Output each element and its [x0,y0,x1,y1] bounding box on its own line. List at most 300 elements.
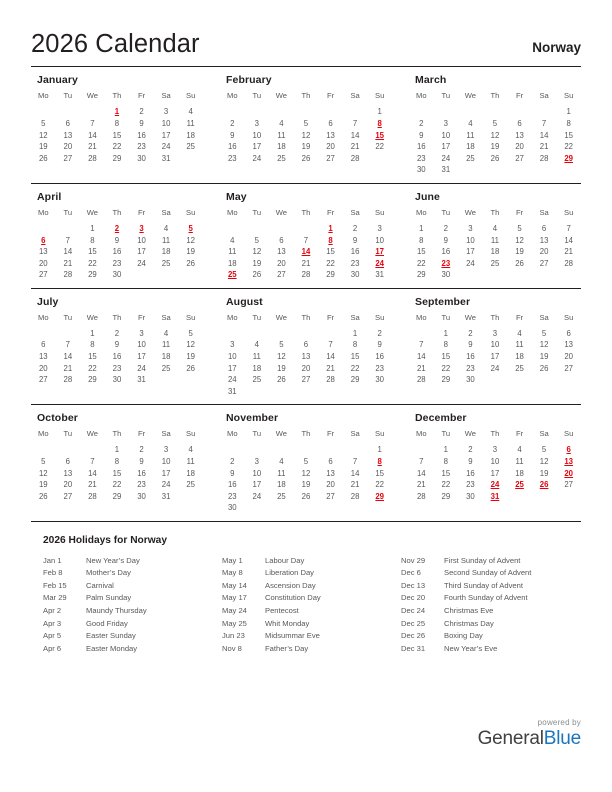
holiday-list-item [222,580,401,593]
day-cell: 27 [564,480,574,490]
weekday-header-row [220,207,392,223]
weekday-header: Sa [539,429,549,439]
day-cell: 25 [277,491,286,501]
day-cell: 1 [352,328,358,338]
holiday-list-item [401,618,580,631]
day-cell: 18 [277,142,286,152]
weekday-header: Tu [63,91,73,101]
day-cell: 6 [566,328,571,338]
week-row [31,106,203,118]
week-row [220,257,392,269]
day-cell: 23 [112,363,122,373]
month-grid [220,312,392,398]
holiday-name: Christmas Eve [444,606,494,616]
holiday-date: Dec 24 [401,606,426,616]
day-cell: 24 [252,153,262,163]
day-cell: 10 [252,468,262,478]
week-row [409,118,581,130]
week-row [220,141,392,153]
week-row [220,467,392,479]
day-cell-holiday: 8 [377,118,382,128]
day-cell-holiday: 25 [227,270,237,280]
month-grid [409,90,581,176]
day-cell: 25 [161,258,171,268]
month-august [220,295,409,398]
day-cell: 4 [279,118,284,128]
day-cell-empty [31,106,56,118]
day-cell: 10 [490,457,500,467]
day-cell: 21 [350,480,360,490]
day-cell: 29 [88,375,97,385]
day-cell: 5 [254,235,260,245]
weekday-header: Tu [252,429,262,439]
weekday-header: Mo [227,312,238,322]
month-name: July [37,295,59,308]
day-cell: 12 [301,468,311,478]
day-cell: 2 [230,118,235,128]
day-cell-holiday: 1 [328,223,333,233]
day-cell: 29 [112,153,122,163]
weekday-header-row [409,90,581,106]
day-cell-empty [245,223,270,235]
day-cell: 19 [490,142,500,152]
day-cell: 20 [301,363,311,373]
holiday-date: Apr 6 [43,643,62,653]
weekday-header: Mo [227,91,238,101]
weekday-header: Su [564,312,574,322]
week-row [409,374,581,386]
day-cell: 31 [441,165,451,175]
day-cell: 3 [163,445,169,455]
day-cell: 21 [539,142,549,152]
week-row [409,269,581,281]
weekday-header: Mo [38,91,49,101]
weekday-header: Tu [252,312,262,322]
day-cell-empty [56,444,81,456]
day-cell-holiday: 31 [490,491,500,501]
month-march [409,73,598,176]
day-cell: 19 [252,258,262,268]
day-cell: 2 [468,328,473,338]
brand-blue: Blue [543,728,581,749]
day-cell: 22 [416,258,426,268]
day-cell: 14 [350,468,360,478]
holiday-list-item [222,643,401,656]
week-row [409,339,581,351]
day-cell: 27 [564,363,574,373]
weekday-header: Sa [350,312,360,322]
weekday-header: Th [490,429,500,439]
holiday-list-item [401,643,580,656]
day-cell: 3 [377,223,382,233]
weekday-header: Th [301,207,311,217]
day-cell: 13 [301,352,311,362]
day-cell-holiday: 15 [375,130,385,140]
day-cell: 15 [88,352,97,362]
day-cell: 7 [328,340,333,350]
day-cell: 12 [186,235,196,245]
day-cell: 14 [350,130,360,140]
day-cell-empty [269,444,294,456]
weekday-header: We [464,91,477,101]
holiday-name: Boxing Day [444,631,483,641]
holiday-date: May 14 [222,580,247,590]
week-row [220,351,392,363]
day-cell: 2 [419,118,424,128]
day-cell: 19 [539,468,549,478]
week-row [220,479,392,491]
holiday-list-item [43,605,222,618]
holiday-list-item [43,580,222,593]
day-cell: 3 [163,107,169,117]
day-cell: 12 [252,247,262,257]
holiday-list-item [401,580,580,593]
day-cell: 21 [301,258,311,268]
day-cell: 16 [227,480,237,490]
day-cell: 1 [90,223,95,233]
day-cell: 19 [277,363,286,373]
day-cell: 1 [419,223,424,233]
day-cell: 26 [186,363,196,373]
weekday-header-row [409,428,581,444]
day-cell: 18 [277,480,286,490]
month-grid [409,428,581,502]
holiday-name: Mother’s Day [86,568,131,578]
weekday-header: Mo [227,429,238,439]
day-cell: 19 [38,480,48,490]
day-cell-empty [409,328,434,340]
month-name: March [415,74,447,87]
day-cell: 10 [161,457,171,467]
day-cell: 28 [350,153,360,163]
day-cell-empty [458,269,483,281]
week-row [31,491,203,503]
day-cell: 9 [352,235,358,245]
month-grid [220,207,392,281]
day-cell: 6 [541,223,547,233]
day-cell: 28 [416,375,426,385]
day-cell: 20 [515,142,524,152]
week-row [220,386,392,398]
day-cell: 15 [441,352,451,362]
day-cell: 31 [161,491,171,501]
day-cell: 30 [112,375,122,385]
weekday-header: We [464,312,477,322]
day-cell: 20 [63,142,73,152]
day-cell: 9 [139,457,144,467]
day-cell: 17 [466,247,475,257]
week-row [31,362,203,374]
week-row [31,129,203,141]
day-cell: 12 [539,340,549,350]
day-cell: 15 [112,130,122,140]
week-row [31,152,203,164]
day-cell-empty [409,444,434,456]
day-cell: 17 [137,247,146,257]
month-june [409,190,598,281]
day-cell-empty [220,328,245,340]
weekday-header: Mo [416,207,427,217]
day-cell-empty [507,374,532,386]
generalblue-wordmark [478,728,581,750]
week-row [31,467,203,479]
holiday-list-item [401,567,580,580]
day-cell: 30 [375,375,385,385]
day-cell-empty [556,269,581,281]
month-grid [31,90,203,164]
month-name: April [37,190,62,203]
week-row [31,444,203,456]
month-grid [31,312,203,386]
holiday-name: Ascension Day [265,580,316,590]
day-cell: 25 [161,363,171,373]
holiday-date: Jan 1 [43,555,62,565]
day-cell-holiday: 8 [377,457,382,467]
day-cell: 23 [227,491,237,501]
day-cell: 2 [139,445,144,455]
day-cell: 25 [252,375,262,385]
day-cell: 6 [65,457,71,467]
weekday-header: Su [186,91,196,101]
day-cell: 7 [90,457,95,467]
week-row [220,106,392,118]
month-grid [220,90,392,164]
day-cell-empty [367,152,392,164]
day-cell: 4 [163,223,169,233]
day-cell: 28 [88,491,97,501]
weekday-header: Sa [350,91,360,101]
day-cell-empty [178,374,203,386]
day-cell: 16 [416,142,426,152]
day-cell: 23 [137,480,146,490]
day-cell: 1 [90,328,95,338]
day-cell: 29 [326,270,335,280]
day-cell: 30 [466,491,475,501]
day-cell: 22 [112,480,122,490]
day-cell: 3 [254,457,260,467]
day-cell: 17 [227,363,237,373]
day-cell: 23 [416,153,426,163]
day-cell: 23 [466,480,475,490]
holiday-date: Apr 5 [43,631,62,641]
day-cell: 9 [230,130,235,140]
day-cell: 17 [161,468,171,478]
day-cell: 26 [301,153,311,163]
day-cell: 20 [326,142,335,152]
weekday-header: Su [564,207,574,217]
day-cell: 5 [279,340,284,350]
day-cell: 19 [301,480,311,490]
holiday-date: Apr 2 [43,606,62,616]
day-cell-empty [269,502,294,514]
day-cell: 18 [227,258,237,268]
day-cell-empty [483,106,508,118]
day-cell: 24 [161,142,171,152]
weekday-header: Th [112,207,122,217]
week-row [409,129,581,141]
day-cell: 27 [63,153,73,163]
day-cell: 1 [443,328,449,338]
day-cell-empty [532,491,557,503]
holiday-date: May 25 [222,618,247,628]
day-cell: 25 [277,153,286,163]
day-cell: 3 [492,445,498,455]
week-row [409,479,581,491]
day-cell-empty [245,444,270,456]
day-cell-empty [245,502,270,514]
day-cell: 22 [326,258,335,268]
day-cell: 27 [63,491,73,501]
day-cell: 4 [230,235,235,245]
day-cell-empty [31,444,56,456]
day-cell: 8 [352,340,358,350]
holiday-list-item [222,630,401,643]
day-cell: 27 [38,270,48,280]
weekday-header: Su [375,207,385,217]
day-cell: 23 [137,142,146,152]
day-cell: 18 [186,468,196,478]
day-cell: 8 [566,118,571,128]
month-may [220,190,409,281]
day-cell-empty [178,269,203,281]
day-cell: 22 [441,363,451,373]
weekday-header: Su [186,312,196,322]
day-cell-empty [245,106,270,118]
day-cell: 30 [441,270,451,280]
weekday-header: Mo [416,312,427,322]
day-cell: 28 [63,375,73,385]
day-cell-empty [154,269,179,281]
day-cell-empty [483,374,508,386]
week-row [220,339,392,351]
day-cell: 24 [441,153,451,163]
day-cell: 21 [564,247,574,257]
day-cell: 7 [303,235,309,245]
day-cell-holiday: 1 [114,107,120,117]
holiday-date: Nov 8 [222,643,242,653]
day-cell: 1 [566,107,571,117]
day-cell: 18 [252,363,262,373]
day-cell: 18 [515,352,524,362]
day-cell: 17 [441,142,451,152]
week-row [31,223,203,235]
month-name: February [226,74,272,87]
month-name: August [226,295,263,308]
weekday-header: Th [112,312,122,322]
weekday-header: Sa [539,207,549,217]
day-cell: 17 [490,352,500,362]
day-cell: 14 [88,468,97,478]
day-cell-empty [458,106,483,118]
day-cell-empty [483,164,508,176]
day-cell: 24 [490,363,500,373]
day-cell: 7 [419,340,424,350]
day-cell-empty [318,328,343,340]
day-cell: 21 [326,363,335,373]
day-cell: 31 [137,375,146,385]
day-cell: 3 [254,118,260,128]
day-cell: 13 [515,130,524,140]
day-cell-empty [483,269,508,281]
day-cell-empty [556,374,581,386]
holiday-list-item [222,592,401,605]
day-cell: 11 [515,457,524,467]
week-row [220,362,392,374]
day-cell: 18 [186,130,196,140]
week-row [31,141,203,153]
day-cell: 29 [441,491,451,501]
day-cell: 30 [112,270,122,280]
holiday-date: May 1 [222,555,243,565]
holiday-date: May 17 [222,593,247,603]
day-cell-holiday: 25 [515,480,524,490]
day-cell: 3 [230,340,235,350]
day-cell: 7 [352,457,358,467]
day-cell: 29 [88,270,97,280]
day-cell: 2 [443,223,449,233]
day-cell-holiday: 24 [375,258,385,268]
day-cell-empty [434,106,459,118]
day-cell: 2 [114,328,120,338]
day-cell: 11 [162,235,171,245]
day-cell: 17 [252,480,262,490]
holiday-date: Mar 29 [43,593,67,603]
day-cell: 27 [301,375,311,385]
day-cell: 5 [517,223,522,233]
day-cell: 11 [466,130,475,140]
holiday-name: First Sunday of Advent [444,555,521,565]
day-cell: 5 [541,328,547,338]
day-cell: 16 [227,142,237,152]
day-cell: 26 [252,270,262,280]
day-cell: 22 [564,142,574,152]
week-row [31,234,203,246]
holiday-list-item [401,605,580,618]
day-cell: 19 [38,142,48,152]
month-november [220,411,409,514]
day-cell-holiday: 23 [441,258,451,268]
day-cell-holiday: 3 [139,223,144,233]
day-cell: 25 [490,258,500,268]
holiday-date: May 24 [222,606,247,616]
day-cell: 26 [38,491,48,501]
holiday-list-item [43,567,222,580]
weekday-header: Fr [137,312,146,322]
week-row [409,257,581,269]
day-cell-empty [343,502,368,514]
month-name: September [415,295,471,308]
week-row [409,106,581,118]
day-cell-empty [220,106,245,118]
day-cell: 12 [301,130,311,140]
holiday-date: Dec 25 [401,618,426,628]
day-cell: 4 [468,118,473,128]
month-grid [409,207,581,281]
holiday-list-item [43,592,222,605]
day-cell: 26 [301,491,311,501]
day-cell-empty [245,386,270,398]
day-cell-empty [343,386,368,398]
weekday-header: Su [186,207,196,217]
day-cell: 28 [88,153,97,163]
weekday-header: Sa [161,91,171,101]
month-name: December [415,412,467,425]
day-cell: 12 [490,130,500,140]
weekday-header: Tu [441,312,451,322]
week-row [409,351,581,363]
day-cell: 27 [277,270,286,280]
day-cell: 8 [443,340,449,350]
